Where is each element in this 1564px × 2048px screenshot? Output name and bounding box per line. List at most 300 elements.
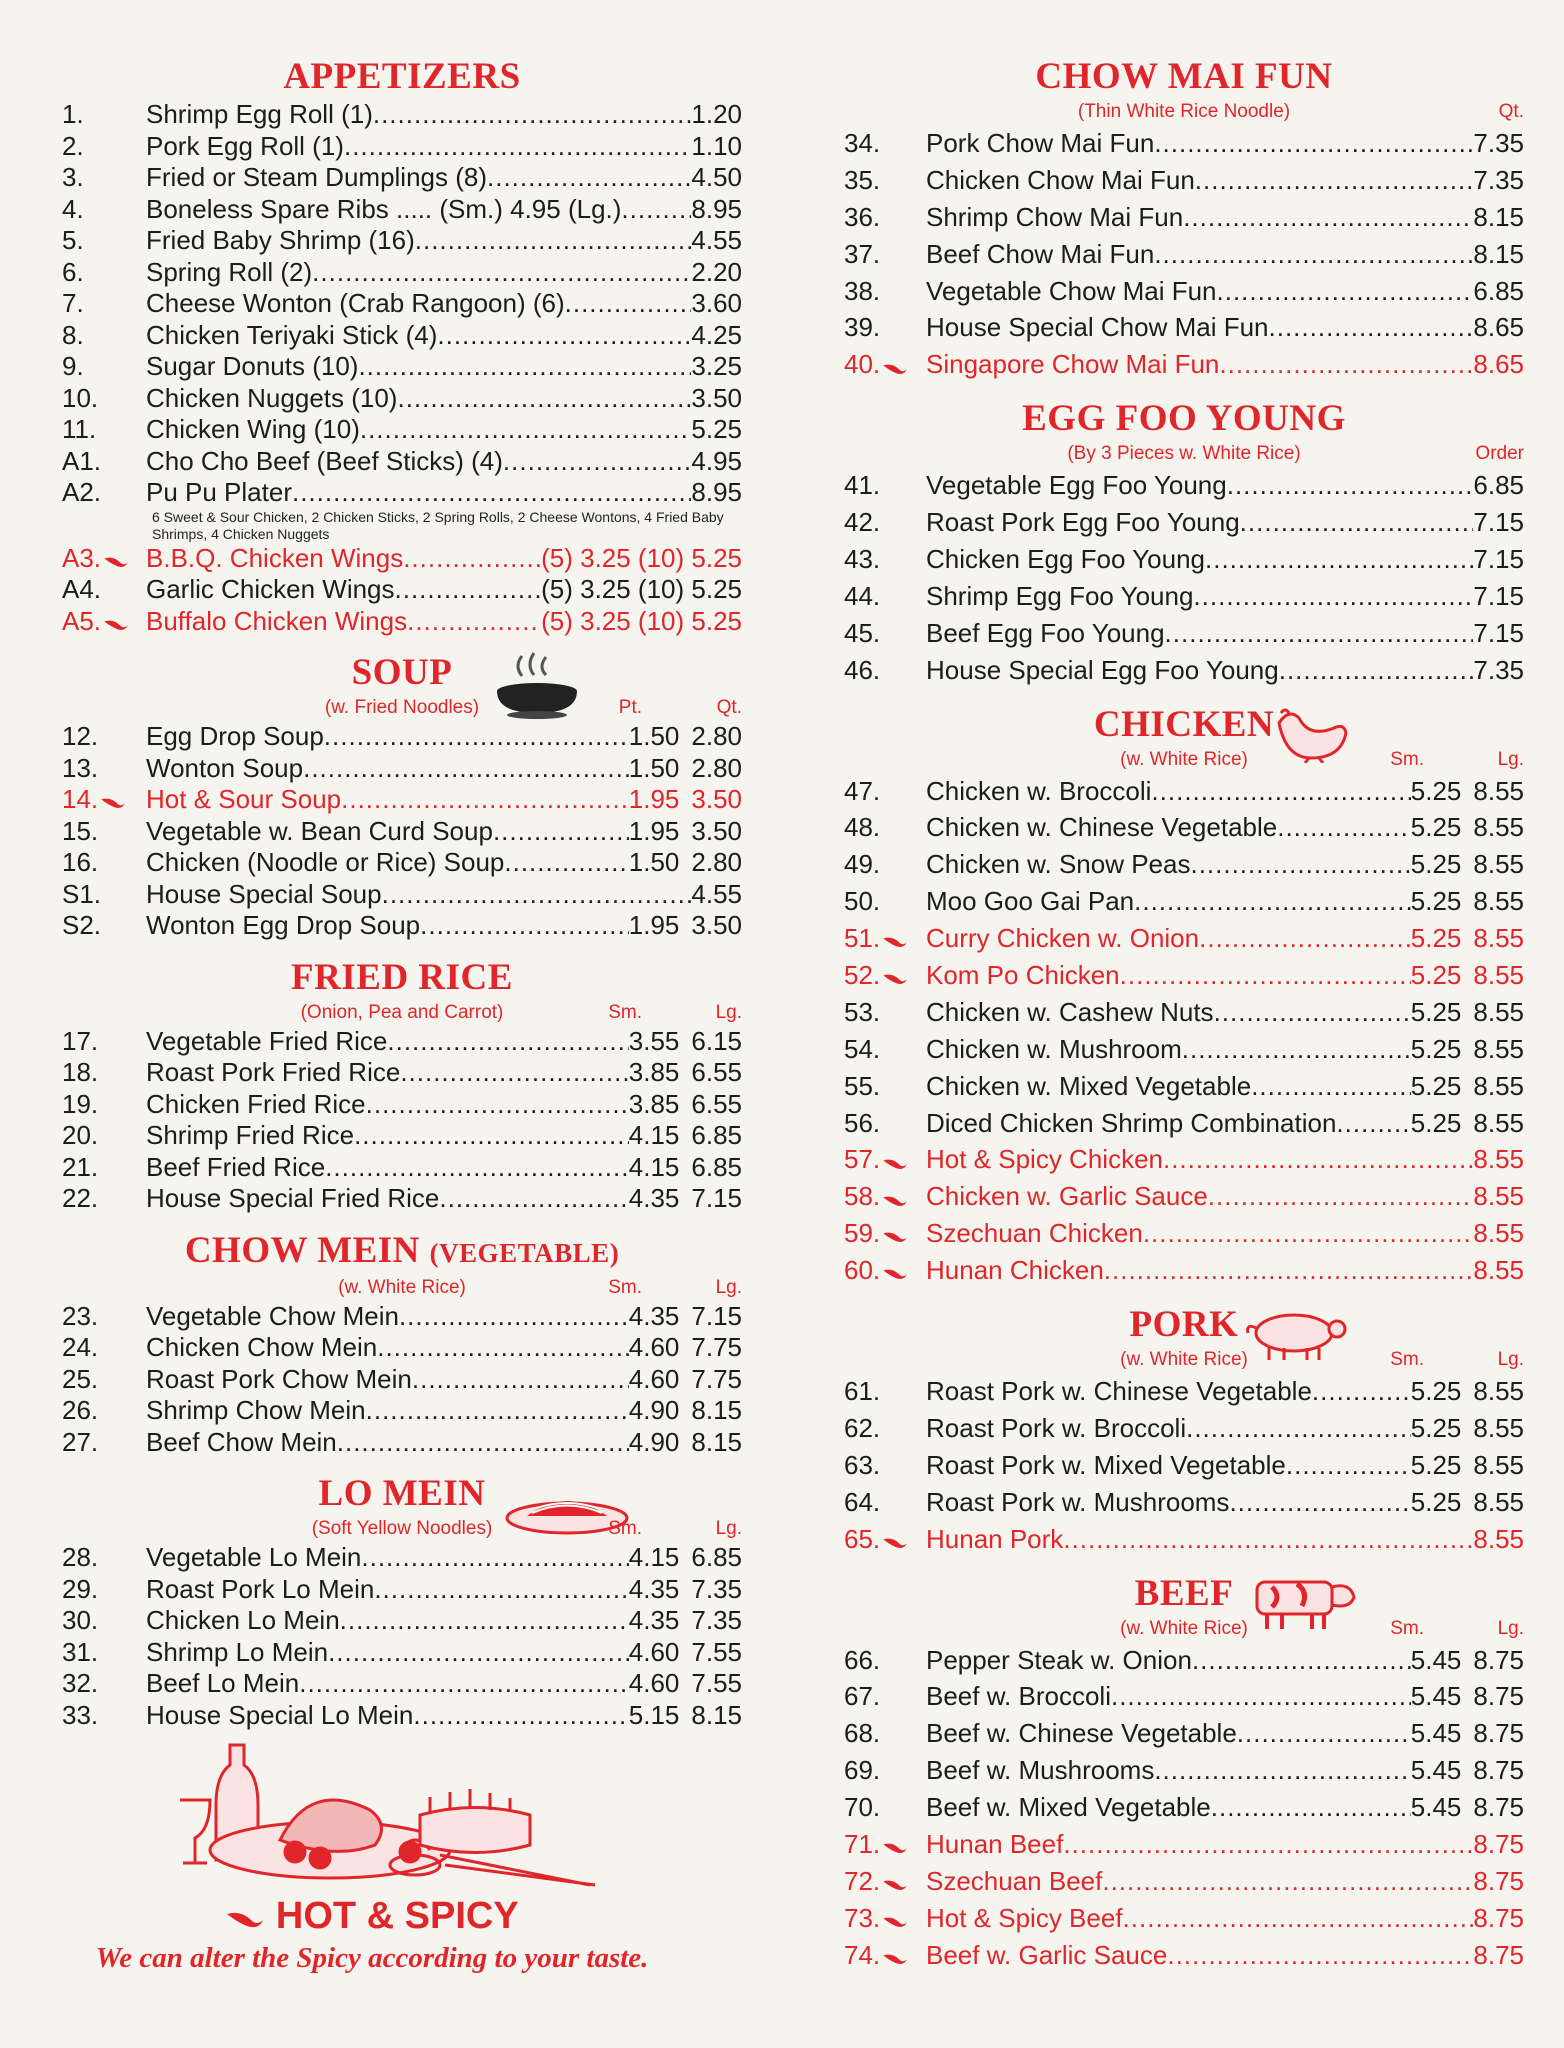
item-number-text: 20. xyxy=(62,1120,99,1150)
item-price-large: 6.55 xyxy=(691,1088,742,1119)
item-number xyxy=(844,309,926,346)
hot-pepper-icon xyxy=(882,927,908,952)
dot-leader xyxy=(407,606,541,638)
item-name: House Special Fried Rice xyxy=(146,1183,440,1213)
item-price-large: 6.55 xyxy=(691,1057,742,1087)
price-column-header: Sm. xyxy=(608,1518,642,1539)
item-name: Beef Lo Mein xyxy=(146,1668,300,1698)
dot-leader xyxy=(1151,773,1410,810)
item-price: (5) 3.25 (10) 5.25 xyxy=(541,542,742,573)
dot-leader xyxy=(358,351,691,383)
dot-leader xyxy=(1195,162,1474,199)
item-price-small: 4.35 xyxy=(628,1183,680,1213)
item-price: 6.85 xyxy=(1473,470,1524,501)
price-column-header: Sm. xyxy=(1390,1349,1424,1371)
item-price-small: 4.90 xyxy=(628,1395,680,1425)
section-subtitle: (w. White Rice) xyxy=(1120,1349,1248,1371)
menu-item xyxy=(844,1521,1524,1558)
hot-pepper-icon xyxy=(103,547,129,572)
item-price-large: 8.55 xyxy=(1473,886,1524,917)
item-number xyxy=(62,414,146,446)
item-number xyxy=(844,1789,926,1826)
item-number xyxy=(62,721,146,753)
item-number-text: 58. xyxy=(844,1181,881,1212)
price-column-header: Sm. xyxy=(1390,748,1424,770)
menu-item xyxy=(844,883,1524,920)
right-menu-column xyxy=(844,55,1524,1988)
item-price-large: 8.15 xyxy=(691,1699,742,1730)
dot-leader xyxy=(1208,1178,1474,1215)
dot-leader xyxy=(1104,1252,1474,1289)
price-column-header: Lg. xyxy=(1497,1349,1524,1371)
item-number-text: 26. xyxy=(62,1395,99,1425)
menu-item xyxy=(62,1668,742,1700)
item-price-large: 8.55 xyxy=(1473,923,1524,954)
section-title xyxy=(62,1229,742,1275)
item-number-text: 6. xyxy=(62,256,84,287)
item-number-text: 74. xyxy=(844,1939,881,1970)
item-number-text: 7. xyxy=(62,288,84,318)
dot-leader xyxy=(504,847,628,879)
menu-item xyxy=(62,225,742,257)
menu-item xyxy=(62,574,742,606)
item-number-text: 37. xyxy=(844,238,881,269)
item-number-text: 36. xyxy=(844,201,881,232)
item-price-large: 8.55 xyxy=(1473,1070,1524,1101)
item-price-small: 3.85 xyxy=(628,1057,680,1087)
dot-leader xyxy=(324,721,629,753)
hot-pepper-icon xyxy=(882,1148,908,1173)
item-name: Chicken w. Mixed Vegetable xyxy=(926,1070,1252,1101)
item-number xyxy=(62,1637,146,1669)
item-number-text: 11. xyxy=(62,414,97,444)
menu-item xyxy=(844,957,1524,994)
item-price-large: 7.75 xyxy=(691,1332,742,1362)
menu-item xyxy=(844,1373,1524,1410)
item-price-large: 8.75 xyxy=(1473,1644,1524,1675)
price-column-header: Lg. xyxy=(715,1276,742,1298)
item-number-text: 49. xyxy=(844,849,881,880)
dot-leader xyxy=(1229,1484,1410,1521)
item-name: Vegetable Egg Foo Young xyxy=(926,470,1227,501)
menu-item xyxy=(844,1105,1524,1142)
item-name: Chicken Lo Mein xyxy=(146,1605,340,1635)
item-name: B.B.Q. Chicken Wings xyxy=(146,542,404,573)
item-number-text: 67. xyxy=(844,1681,881,1712)
item-number xyxy=(62,1668,146,1700)
menu-item xyxy=(844,1141,1524,1178)
item-number-text: 68. xyxy=(844,1718,881,1749)
menu-item xyxy=(844,125,1524,162)
item-number xyxy=(844,1826,926,1865)
item-price-large: 6.85 xyxy=(691,1120,742,1150)
item-number xyxy=(844,1068,926,1105)
dot-leader xyxy=(503,446,691,478)
item-number-text: 40. xyxy=(844,349,881,380)
item-number-text: 61. xyxy=(844,1376,881,1407)
dot-leader xyxy=(303,753,629,785)
dot-leader xyxy=(493,816,629,848)
item-name: Shrimp Chow Mai Fun xyxy=(926,201,1184,232)
item-name: Shrimp Lo Mein xyxy=(146,1636,329,1667)
item-number-text: 23. xyxy=(62,1300,99,1331)
menu-item xyxy=(62,320,742,352)
item-number xyxy=(844,846,926,883)
item-number xyxy=(844,994,926,1031)
menu-item xyxy=(844,1031,1524,1068)
item-name: Chicken w. Mushroom xyxy=(926,1033,1182,1064)
dot-leader xyxy=(382,879,692,911)
section-subheader xyxy=(62,695,742,721)
item-price-small: 3.55 xyxy=(628,1025,680,1056)
menu-item xyxy=(844,615,1524,652)
item-name: Beef w. Mixed Vegetable xyxy=(926,1792,1211,1823)
menu-item xyxy=(844,309,1524,346)
dot-leader xyxy=(403,543,541,575)
item-number xyxy=(844,1410,926,1447)
item-price-small: 1.50 xyxy=(628,721,680,751)
menu-item xyxy=(62,606,742,638)
section-subtitle: (Thin White Rice Noodle) xyxy=(1077,101,1291,122)
item-number xyxy=(62,194,146,226)
item-name: Fried Baby Shrimp (16) xyxy=(146,225,415,255)
item-name: Pepper Steak w. Onion xyxy=(926,1644,1192,1675)
item-name: Chicken Nuggets (10) xyxy=(146,382,398,413)
item-number xyxy=(844,1715,926,1752)
item-price-large: 2.80 xyxy=(691,847,742,877)
item-name: Pork Egg Roll (1) xyxy=(146,130,344,161)
hot-pepper-icon xyxy=(882,964,908,989)
menu-item xyxy=(62,477,742,509)
item-price: 7.15 xyxy=(1473,544,1524,575)
item-number xyxy=(62,606,146,639)
item-number xyxy=(844,1900,926,1939)
item-name: Chicken Egg Foo Young xyxy=(926,544,1205,575)
dot-leader xyxy=(397,383,691,415)
item-price-small: 1.50 xyxy=(628,847,680,877)
menu-item xyxy=(844,920,1524,957)
item-number-text: 15. xyxy=(62,815,99,846)
item-price: 1.10 xyxy=(691,130,742,161)
section-subtitle: (Soft Yellow Noodles) xyxy=(311,1518,493,1539)
dot-leader xyxy=(1205,541,1473,578)
item-number xyxy=(62,574,146,606)
item-price-small: 5.45 xyxy=(1410,1755,1462,1786)
item-name: Beef w. Mushrooms xyxy=(926,1755,1155,1786)
item-name: Beef Chow Mein xyxy=(146,1426,337,1457)
item-number xyxy=(62,1395,146,1427)
item-number xyxy=(62,1089,146,1121)
item-number xyxy=(62,477,146,509)
section-chicken xyxy=(844,703,1524,1289)
hot-pepper-icon xyxy=(882,1870,908,1895)
section-title xyxy=(844,1572,1524,1616)
item-name: Cheese Wonton (Crab Rangoon) (6) xyxy=(146,288,565,318)
item-price: 8.15 xyxy=(1473,201,1524,232)
item-number-text: 52. xyxy=(844,960,881,991)
item-number-text: 22. xyxy=(62,1183,99,1213)
item-number-text: 55. xyxy=(844,1070,881,1101)
item-name: Beef w. Broccoli xyxy=(926,1681,1111,1712)
item-price-large: 6.85 xyxy=(691,1542,742,1572)
section-subtitle: (w. White Rice) xyxy=(1120,1617,1248,1639)
menu-item xyxy=(62,1637,742,1669)
item-number xyxy=(844,615,926,652)
item-price-small: 5.25 xyxy=(1410,960,1462,991)
item-price: 3.50 xyxy=(691,382,742,413)
item-number xyxy=(62,1700,146,1732)
hot-pepper-icon xyxy=(882,1907,908,1932)
dot-leader xyxy=(437,320,691,352)
dot-leader xyxy=(1199,920,1411,957)
item-price-small: 1.95 xyxy=(628,784,680,814)
item-name: Vegetable Fried Rice xyxy=(146,1025,388,1056)
dot-leader xyxy=(1183,199,1473,236)
dot-leader xyxy=(1227,467,1474,504)
menu-item xyxy=(844,994,1524,1031)
item-price-small: 5.25 xyxy=(1410,996,1462,1027)
item-number-text: 38. xyxy=(844,275,881,306)
price-column-header: Lg. xyxy=(715,1001,742,1023)
menu-item xyxy=(844,1068,1524,1105)
item-number xyxy=(844,1373,926,1410)
dot-leader xyxy=(1154,1752,1410,1789)
item-name: Hot & Spicy Chicken xyxy=(926,1144,1163,1175)
item-name: Roast Pork w. Mixed Vegetable xyxy=(926,1449,1286,1480)
item-price-large: 8.55 xyxy=(1473,1107,1524,1138)
section-title-text: SOUP xyxy=(351,652,453,693)
dot-leader xyxy=(366,1089,629,1121)
section-subtitle: (w. Fried Noodles) xyxy=(324,697,480,718)
section-egg-foo-young xyxy=(844,397,1524,688)
item-name: Hot & Sour Soup xyxy=(146,784,342,814)
item-number xyxy=(62,910,146,942)
item-number xyxy=(844,1752,926,1789)
item-number-text: A2. xyxy=(62,477,102,507)
item-price: 7.35 xyxy=(1473,164,1524,195)
item-price-large: 7.15 xyxy=(691,1183,742,1213)
dot-leader xyxy=(1123,1900,1474,1937)
dot-leader xyxy=(325,1152,629,1184)
item-number xyxy=(844,1215,926,1254)
dot-leader xyxy=(400,1057,628,1089)
item-price: 8.95 xyxy=(691,193,742,224)
item-price-small: 4.35 xyxy=(628,1605,680,1635)
item-number xyxy=(844,1484,926,1521)
item-number xyxy=(62,543,146,576)
item-price: 2.20 xyxy=(691,256,742,287)
menu-item xyxy=(62,1332,742,1364)
item-number-text: 54. xyxy=(844,1033,881,1064)
dot-leader xyxy=(1165,615,1474,652)
menu-item xyxy=(62,194,742,226)
item-number xyxy=(62,257,146,289)
item-price-small: 5.45 xyxy=(1410,1644,1462,1675)
item-number-text: 13. xyxy=(62,752,99,783)
menu-item xyxy=(844,346,1524,383)
item-name: Beef w. Chinese Vegetable xyxy=(926,1718,1237,1749)
item-number xyxy=(844,1937,926,1976)
item-number xyxy=(62,1574,146,1606)
dot-leader xyxy=(341,784,629,816)
item-price: (5) 3.25 (10) 5.25 xyxy=(541,574,742,604)
section-title-suffix: (VEGETABLE) xyxy=(429,1237,620,1268)
item-number-text: 62. xyxy=(844,1412,881,1443)
item-name: Roast Pork w. Mushrooms xyxy=(926,1486,1230,1517)
item-price-small: 5.25 xyxy=(1410,1449,1462,1480)
section-subtitle: (By 3 Pieces w. White Rice) xyxy=(1067,443,1301,465)
item-number-text: 66. xyxy=(844,1644,881,1675)
item-price-large: 8.55 xyxy=(1473,1449,1524,1480)
item-name: Chicken (Noodle or Rice) Soup xyxy=(146,847,505,877)
section-title xyxy=(844,397,1524,441)
dot-leader xyxy=(415,225,692,257)
price-column-header: Lg. xyxy=(1497,748,1524,770)
section-subheader xyxy=(62,1000,742,1026)
section-subheader xyxy=(844,99,1524,125)
menu-item xyxy=(62,910,742,942)
item-number-text: 21. xyxy=(62,1151,99,1182)
item-price: 5.25 xyxy=(691,414,742,444)
item-number-text: 35. xyxy=(844,164,881,195)
item-number xyxy=(844,199,926,236)
dot-leader xyxy=(1063,1826,1473,1863)
item-name: Chicken w. Garlic Sauce xyxy=(926,1181,1208,1212)
item-price: 1.20 xyxy=(691,99,742,129)
item-number xyxy=(844,467,926,504)
item-number xyxy=(62,1301,146,1333)
item-price-small: 5.45 xyxy=(1410,1718,1462,1749)
section-title xyxy=(844,703,1524,747)
hot-pepper-icon xyxy=(882,1528,908,1553)
item-price: 4.95 xyxy=(691,445,742,476)
item-number xyxy=(62,1120,146,1152)
menu-item xyxy=(62,162,742,194)
section-title xyxy=(844,55,1524,99)
item-number-text: 41. xyxy=(844,470,881,501)
item-number xyxy=(844,504,926,541)
item-name: Chicken Fried Rice xyxy=(146,1088,366,1119)
item-name: Hunan Chicken xyxy=(926,1255,1104,1286)
item-number xyxy=(844,1031,926,1068)
item-number-text: 10. xyxy=(62,382,99,413)
item-number xyxy=(62,1605,146,1637)
menu-item xyxy=(844,652,1524,689)
item-number xyxy=(62,446,146,478)
menu-item xyxy=(62,1089,742,1121)
item-name: Roast Pork Lo Mein xyxy=(146,1573,375,1604)
section-title-text: PORK xyxy=(1129,1304,1239,1346)
item-number-text: 28. xyxy=(62,1542,99,1572)
item-number-text: 17. xyxy=(62,1025,99,1056)
item-name: Chicken Chow Mein xyxy=(146,1332,378,1362)
item-name: House Special Lo Mein xyxy=(146,1699,414,1730)
item-price-large: 8.55 xyxy=(1473,996,1524,1027)
item-number-text: 65. xyxy=(844,1523,881,1554)
item-price-large: 8.75 xyxy=(1473,1792,1524,1823)
item-price-large: 2.80 xyxy=(691,752,742,783)
item-price: 8.55 xyxy=(1473,1255,1524,1286)
item-number-text: 32. xyxy=(62,1668,99,1698)
item-price: 8.75 xyxy=(1473,1939,1524,1970)
dot-leader xyxy=(412,1364,629,1396)
item-number-text: 44. xyxy=(844,580,881,611)
item-number xyxy=(62,320,146,352)
item-price: 4.55 xyxy=(691,225,742,255)
item-price-small: 1.50 xyxy=(628,752,680,783)
item-name: Vegetable w. Bean Curd Soup xyxy=(146,815,493,846)
menu-item xyxy=(62,1183,742,1215)
item-name: Chicken w. Snow Peas xyxy=(926,849,1191,880)
left-menu-column xyxy=(62,55,742,1745)
item-number-text: 51. xyxy=(844,923,881,954)
item-number xyxy=(844,1105,926,1142)
item-number-text: 73. xyxy=(844,1902,881,1933)
item-number-text: 43. xyxy=(844,544,881,575)
item-name: Chicken w. Chinese Vegetable xyxy=(926,812,1278,843)
item-number-text: 30. xyxy=(62,1605,99,1635)
dot-leader xyxy=(1063,1521,1473,1558)
item-name: Hot & Spicy Beef xyxy=(926,1902,1123,1933)
hot-spicy-note: We can alter the Spicy according to your taste. xyxy=(95,1942,649,1974)
item-number-text: 24. xyxy=(62,1332,99,1362)
item-price: 8.65 xyxy=(1473,349,1524,380)
item-number xyxy=(844,346,926,385)
item-number xyxy=(62,99,146,131)
item-number xyxy=(844,125,926,162)
item-number xyxy=(844,1678,926,1715)
menu-item xyxy=(62,1605,742,1637)
item-name: Szechuan Chicken xyxy=(926,1218,1143,1249)
item-number xyxy=(844,236,926,273)
dot-leader xyxy=(1154,236,1473,273)
menu-item xyxy=(62,1026,742,1058)
item-name: House Special Egg Foo Young xyxy=(926,654,1279,685)
item-price-small: 1.95 xyxy=(628,815,680,846)
dot-leader xyxy=(292,477,691,509)
item-name: Moo Goo Gai Pan xyxy=(926,886,1135,917)
dot-leader xyxy=(1269,309,1474,346)
menu-item xyxy=(62,543,742,575)
menu-item xyxy=(62,1700,742,1732)
item-price-small: 4.90 xyxy=(628,1426,680,1457)
item-number xyxy=(62,1364,146,1396)
item-price: 4.55 xyxy=(691,878,742,909)
section-subheader xyxy=(62,1516,742,1542)
section-subheader xyxy=(844,1347,1524,1373)
item-number xyxy=(62,1057,146,1089)
item-number-text: 12. xyxy=(62,721,99,751)
item-price: 3.25 xyxy=(691,351,742,381)
feast-illustration-icon xyxy=(170,1740,610,1890)
dot-leader xyxy=(1190,846,1410,883)
dot-leader xyxy=(439,1183,628,1215)
section-lo-mein xyxy=(62,1472,742,1731)
menu-item xyxy=(844,578,1524,615)
dot-leader xyxy=(395,574,542,606)
item-number-text: 1. xyxy=(62,99,84,129)
item-number-text: 72. xyxy=(844,1865,881,1896)
menu-item xyxy=(62,131,742,163)
menu-item xyxy=(844,1752,1524,1789)
item-price-small: 5.25 xyxy=(1410,812,1462,843)
menu-item xyxy=(844,1215,1524,1252)
item-price-small: 5.25 xyxy=(1410,1033,1462,1064)
section-title-text: APPETIZERS xyxy=(283,56,521,97)
item-number-text: 3. xyxy=(62,162,84,192)
dot-leader xyxy=(1237,1715,1411,1752)
item-number-text: A3. xyxy=(62,542,102,573)
